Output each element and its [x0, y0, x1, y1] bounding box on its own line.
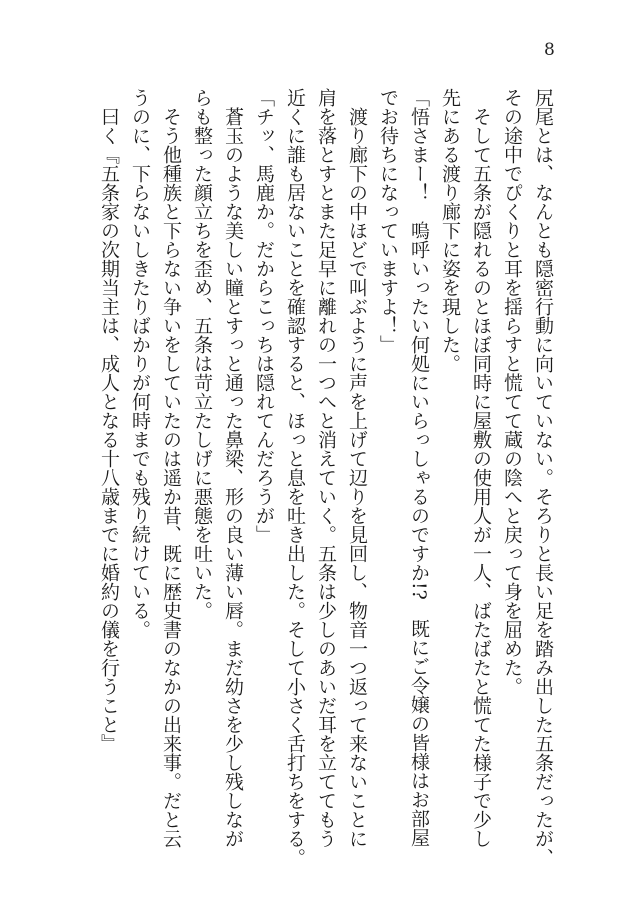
text-line: 近くに誰も居ないことを確認すると、ほっと息を吐き出した。そして小さく舌打ちをする。	[284, 88, 306, 867]
text-line: 曰く『五条家の次期当主は、成人となる十八歳までに婚約の儀を行うこと』	[98, 88, 120, 753]
text-line: 肩を落とすとまた足早に離れの一つへと消えていく。五条は少しのあいだ耳を立ててもう	[315, 88, 337, 848]
text-line: そう他種族と下らない争いをしていたのは遥か昔、既に歴史書のなかの出来事。だと云	[160, 88, 182, 848]
text-line: 尻尾とは、なんとも隠密行動に向いていない。そろりと長い足を踏み出した五条だったが、	[532, 88, 554, 867]
text-line: 「悟さまー！ 嗚呼いったい何処にいらっしゃるのですか!? 既にご令嬢の皆様はお部屋	[408, 88, 430, 847]
text-line: うのに、下らないしきたりばかりが何時までも残り続けている。	[129, 88, 151, 639]
text-line: そして五条が隠れるのとほぼ同時に屋敷の使用人が一人、ばたばたと慌てた様子で少し	[470, 88, 492, 848]
page-number: 8	[544, 40, 555, 60]
text-line: 「チッ、馬鹿か。だからこっちは隠れてんだろうが」	[253, 88, 275, 544]
vertical-text-body	[77, 88, 558, 867]
text-line: 先にある渡り廊下に姿を現した。	[439, 88, 461, 373]
text-line: 渡り廊下の中ほどで叫ぶように声を上げて辺りを見回し、物音一つ返って来ないことに	[346, 88, 368, 848]
text-line: 蒼玉のような美しい瞳とすっと通った鼻梁、形の良い薄い唇。まだ幼さを少し残しなが	[222, 88, 244, 848]
text-line: らも整った顔立ちを歪め、五条は苛立たしげに悪態を吐いた。	[191, 88, 213, 620]
text-line: でお待ちになっていますよ！」	[377, 88, 399, 354]
text-line: その途中でぴくりと耳を揺らすと慌てて蔵の陰へと戻って身を屈めた。	[501, 88, 523, 696]
